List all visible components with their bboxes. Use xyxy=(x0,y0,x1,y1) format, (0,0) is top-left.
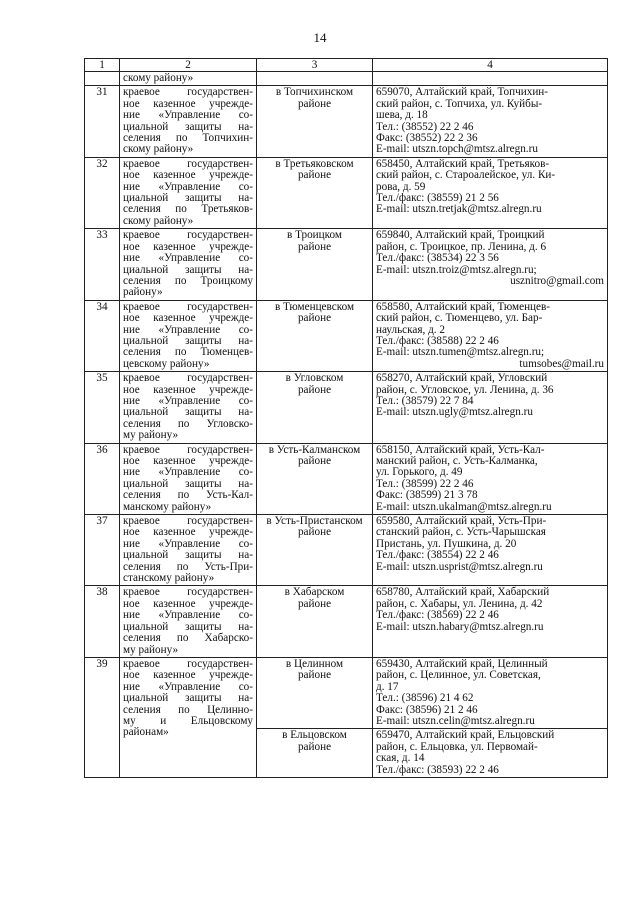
text-line: Тел./факс: (38593) 22 2 46 xyxy=(376,763,499,776)
text-line: ние «Управление со- xyxy=(123,180,253,193)
text-line: Факс: (38552) 22 2 36 xyxy=(376,132,478,145)
organization-name xyxy=(120,657,257,777)
text-line: Тел.: (38552) 22 2 46 xyxy=(376,120,474,133)
table-header-row xyxy=(85,59,608,72)
district-name xyxy=(257,372,373,443)
organization-name xyxy=(120,157,257,228)
text-line: ние «Управление со- xyxy=(123,680,253,693)
text-line: Факс: (38599) 21 3 78 xyxy=(376,489,478,502)
text-line: селения по Топчихин- xyxy=(123,132,253,145)
text-line: E-mail: utszn.ukalman@mtsz.alregn.ru xyxy=(376,500,552,513)
district-name xyxy=(257,586,373,657)
row-number: 38 xyxy=(85,586,120,657)
text-line: селения по Усть-При- xyxy=(123,560,253,573)
text-line: ное казенное учрежде- xyxy=(123,526,253,539)
text-line: ул. Горького, д. 49 xyxy=(376,466,463,479)
text-line: районе xyxy=(297,240,332,253)
text-line: манскому району» xyxy=(123,500,212,513)
organization-name xyxy=(120,515,257,586)
district-name xyxy=(257,300,373,371)
text-line: скому району» xyxy=(123,214,194,227)
text-line: 658780, Алтайский край, Хабарский xyxy=(376,586,550,599)
text-line: районе xyxy=(297,526,332,539)
text-line: ное казенное учрежде- xyxy=(123,455,253,467)
text-line: E-mail: utszn.habary@mtsz.alregn.ru xyxy=(376,620,544,633)
contact-details xyxy=(373,372,608,443)
contacts-cell xyxy=(373,72,608,86)
district-name xyxy=(257,229,373,300)
text-line: район, с. Угловское, ул. Ленина, д. 36 xyxy=(376,383,554,396)
text-line: ное казенное учрежде- xyxy=(123,97,253,110)
text-line: 658150, Алтайский край, Усть-Кал- xyxy=(376,443,545,456)
text-line: ние «Управление со- xyxy=(123,466,253,479)
text-line: ное казенное учрежде- xyxy=(123,169,253,182)
district-name xyxy=(257,657,373,728)
text-line: циальной защиты на- xyxy=(123,192,253,205)
text-line: краевое государствен- xyxy=(123,157,253,170)
text-line: селения по Тюменцев- xyxy=(123,346,253,359)
text-line: станский район, с. Усть-Чарышская xyxy=(376,526,546,539)
text-line: рова, д. 59 xyxy=(376,180,426,193)
text-line: ский район, с. Староалейское, ул. Ки- xyxy=(376,169,556,182)
text-line: E-mail: utszn.tretjak@mtsz.alregn.ru xyxy=(376,203,542,216)
text-line: Факс: (38596) 21 2 46 xyxy=(376,703,478,716)
text-line: селения по Третьяков- xyxy=(123,203,253,216)
row-number: 31 xyxy=(85,86,120,157)
contact-details xyxy=(373,729,608,778)
text-line: Тел.: (38596) 21 4 62 xyxy=(376,692,474,705)
text-line: 658580, Алтайский край, Тюменцев- xyxy=(376,300,551,313)
text-line: E-mail: utszn.tumen@mtsz.alregn.ru; xyxy=(376,346,545,359)
text-line: селения по Троицкому xyxy=(123,274,253,287)
text-line: Тел.: (38599) 22 2 46 xyxy=(376,477,474,490)
organization-name xyxy=(120,229,257,300)
table-row xyxy=(85,86,608,157)
text-line: циальной защиты на- xyxy=(123,549,253,562)
organization-cell: скому району» xyxy=(120,72,257,86)
district-name xyxy=(257,515,373,586)
text-line: наульская, д. 2 xyxy=(376,323,445,336)
text-line: в Ельцовском xyxy=(282,729,347,742)
table-row xyxy=(85,229,608,300)
text-line: в Усть-Калманском xyxy=(268,443,361,456)
organization-name xyxy=(120,300,257,371)
text-line: районе xyxy=(297,740,332,753)
text-line: E-mail: utszn.troiz@mtsz.alregn.ru; xyxy=(376,263,537,276)
text-line: краевое государствен- xyxy=(123,657,253,670)
text-line: селения по Угловско- xyxy=(123,417,253,430)
text-line: в Топчихинском xyxy=(275,86,354,99)
text-line: ние «Управление со- xyxy=(123,323,253,336)
text-line: ский район, с. Тюменцево, ул. Бар- xyxy=(376,312,543,325)
contact-details xyxy=(373,443,608,514)
text-line: 659430, Алтайский край, Целинный xyxy=(376,657,548,670)
text-line: селения по Усть-Кал- xyxy=(123,489,253,502)
text-line: селения по Целинно- xyxy=(123,703,253,716)
text-line: циальной защиты на- xyxy=(123,406,253,419)
row-number: 33 xyxy=(85,229,120,300)
organization-name xyxy=(120,86,257,157)
contact-details xyxy=(373,229,608,300)
text-line: в Тюменцевском xyxy=(274,300,355,313)
text-line: краевое государствен- xyxy=(123,300,253,313)
text-line: му району» xyxy=(123,429,179,442)
text-line: 659580, Алтайский край, Усть-При- xyxy=(376,515,547,528)
text-line: районе xyxy=(297,169,332,182)
text-line: ние «Управление со- xyxy=(123,109,253,122)
contact-details xyxy=(373,586,608,657)
text-line: районам» xyxy=(123,726,169,739)
text-line: районе xyxy=(297,669,332,682)
text-line: Пристань, ул. Пушкина, д. 20 xyxy=(376,537,517,550)
text-line: E-mail: utszn.celin@mtsz.alregn.ru xyxy=(376,714,535,727)
text-line: циальной защиты на- xyxy=(123,263,253,276)
table-row xyxy=(85,157,608,228)
text-line: 659840, Алтайский край, Троицкий xyxy=(376,229,545,242)
text-line: району» xyxy=(123,286,163,299)
number-cell xyxy=(85,72,120,86)
text-line: E-mail: utszn.topch@mtsz.alregn.ru xyxy=(376,143,538,156)
header-col-3: 3 xyxy=(257,59,373,72)
table-row xyxy=(85,515,608,586)
table-row xyxy=(85,443,608,514)
text-line: циальной защиты на- xyxy=(123,334,253,347)
table-row xyxy=(85,657,608,728)
row-number: 35 xyxy=(85,372,120,443)
text-line: ное казенное учрежде- xyxy=(123,240,253,253)
text-line: ное казенное учрежде- xyxy=(123,597,253,610)
text-line: ное казенное учрежде- xyxy=(123,312,253,325)
text-line: д. 17 xyxy=(376,680,399,693)
text-line: ние «Управление со- xyxy=(123,394,253,407)
text-line: в Троицком xyxy=(287,229,342,242)
organization-name xyxy=(120,372,257,443)
row-number: 32 xyxy=(85,157,120,228)
organization-name xyxy=(120,586,257,657)
text-line: 659470, Алтайский край, Ельцовский xyxy=(376,729,555,742)
text-line: районе xyxy=(297,312,332,325)
text-line: манский район, с. Усть-Калманка, xyxy=(376,455,538,467)
row-number: 36 xyxy=(85,443,120,514)
contact-details xyxy=(373,515,608,586)
contact-details xyxy=(373,657,608,728)
text-line: 659070, Алтайский край, Топчихин- xyxy=(376,86,549,99)
text-line: в Третьяковском xyxy=(275,157,354,170)
text-line: му и Ельцовскому xyxy=(123,714,253,727)
continuation-row xyxy=(85,72,608,86)
text-line: районе xyxy=(297,455,332,467)
text-line: цевскому району» xyxy=(123,357,210,370)
text-line: Тел./факс: (38559) 21 2 56 xyxy=(376,192,499,205)
text-line: краевое государствен- xyxy=(123,515,253,528)
contact-details xyxy=(373,157,608,228)
text-line: в Усть-Пристанском xyxy=(266,515,363,528)
page-number: 14 xyxy=(313,30,327,45)
text-line: краевое государствен- xyxy=(123,372,253,385)
text-line: ние «Управление со- xyxy=(123,609,253,622)
text-line: районе xyxy=(297,383,332,396)
district-cell xyxy=(257,72,373,86)
text-line: Тел./факс: (38569) 22 2 46 xyxy=(376,609,499,622)
text-line: районе xyxy=(297,97,332,110)
text-line: ние «Управление со- xyxy=(123,537,253,550)
header-col-4: 4 xyxy=(373,59,608,72)
row-number: 34 xyxy=(85,300,120,371)
text-line: станскому району» xyxy=(123,572,215,585)
text-line: Тел./факс: (38554) 22 2 46 xyxy=(376,549,499,562)
row-number: 39 xyxy=(85,657,120,777)
text-line: район, с. Целинное, ул. Советская, xyxy=(376,669,541,682)
text-line: Тел./факс: (38534) 22 3 56 xyxy=(376,252,499,265)
text-line: Тел.: (38579) 22 7 84 xyxy=(376,394,474,407)
text-line: краевое государствен- xyxy=(123,586,253,599)
text-line: район, с. Хабары, ул. Ленина, д. 42 xyxy=(376,597,543,610)
row-number: 37 xyxy=(85,515,120,586)
text-line: E-mail: utszn.usprist@mtsz.alregn.ru xyxy=(376,560,543,573)
institutions-table xyxy=(84,58,608,778)
text-line: в Угловском xyxy=(285,372,344,385)
text-line: район, с. Ельцовка, ул. Первомай- xyxy=(376,740,538,753)
text-line: tumsobes@mail.ru xyxy=(519,357,604,370)
text-line: скому району» xyxy=(123,143,194,156)
contact-details xyxy=(373,86,608,157)
text-line: в Целинном xyxy=(285,657,344,670)
text-line: usznitro@gmail.com xyxy=(510,274,604,287)
organization-name xyxy=(120,443,257,514)
text-line: селения по Хабарско- xyxy=(123,632,253,645)
text-line: 658270, Алтайский край, Угловский xyxy=(376,372,548,385)
text-line: шева, д. 18 xyxy=(376,109,428,122)
text-line: район, с. Троицкое, пр. Ленина, д. 6 xyxy=(376,240,547,253)
text-line: E-mail: utszn.ugly@mtsz.alregn.ru xyxy=(376,406,533,419)
text-line: районе xyxy=(297,597,332,610)
text-line: Тел./факс: (38588) 22 2 46 xyxy=(376,334,499,347)
text-line: циальной защиты на- xyxy=(123,477,253,490)
table-row xyxy=(85,586,608,657)
district-name xyxy=(257,86,373,157)
header-col-2: 2 xyxy=(120,59,257,72)
text-line: му району» xyxy=(123,643,179,656)
text-line: циальной защиты на- xyxy=(123,120,253,133)
text-line: краевое государствен- xyxy=(123,86,253,99)
text-line: краевое государствен- xyxy=(123,443,253,456)
district-name xyxy=(257,157,373,228)
text-line: в Хабарском xyxy=(284,586,345,599)
text-line: краевое государствен- xyxy=(123,229,253,242)
text-line: циальной защиты на- xyxy=(123,620,253,633)
district-name xyxy=(257,443,373,514)
text-line: ская, д. 14 xyxy=(376,752,425,765)
contact-details xyxy=(373,300,608,371)
header-col-1: 1 xyxy=(85,59,120,72)
text-line: ние «Управление со- xyxy=(123,252,253,265)
text-line: ное казенное учрежде- xyxy=(123,669,253,682)
table-row xyxy=(85,300,608,371)
text-line: ский район, с. Топчиха, ул. Куйбы- xyxy=(376,97,543,110)
text-line: 658450, Алтайский край, Третьяков- xyxy=(376,157,550,170)
text-line: циальной защиты на- xyxy=(123,692,253,705)
table-row xyxy=(85,372,608,443)
text-line: ное казенное учрежде- xyxy=(123,383,253,396)
district-name xyxy=(257,729,373,778)
